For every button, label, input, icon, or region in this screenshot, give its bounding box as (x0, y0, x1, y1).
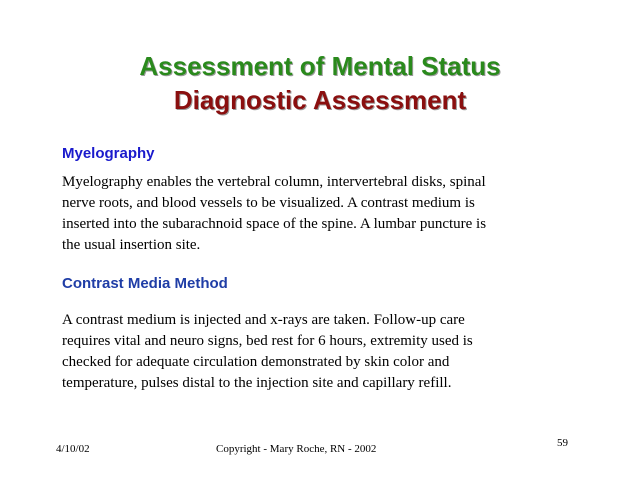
section-heading-contrast-media: Contrast Media Method (62, 275, 228, 292)
footer-copyright: Copyright - Mary Roche, RN - 2002 (216, 443, 377, 455)
slide-subtitle: Diagnostic Assessment (173, 85, 467, 115)
body-line: nerve roots, and blood vessels to be visualized. A contrast medium is (62, 195, 475, 211)
page-number: 59 (557, 437, 568, 449)
section-heading-myelography: Myelography (62, 145, 155, 162)
body-line: checked for adequate circulation demonstrated by skin color and (62, 354, 450, 370)
body-line: inserted into the subarachnoid space of the spine. A lumbar puncture is (62, 216, 487, 232)
body-line: the usual insertion site. (62, 237, 201, 253)
section-body-contrast-media (62, 310, 582, 394)
body-line: Myelography enables the vertebral column, intervertebral disks, spinal (62, 174, 486, 190)
slide-title: Assessment of Mental Status (139, 51, 501, 81)
footer-date: 4/10/02 (56, 443, 90, 455)
body-line: requires vital and neuro signs, bed rest for 6 hours, extremity used is (62, 333, 473, 349)
section-body-myelography (62, 172, 582, 256)
body-line: A contrast medium is injected and x-rays are taken. Follow-up care (62, 312, 465, 328)
body-line: temperature, pulses distal to the injection site and capillary refill. (62, 375, 452, 391)
